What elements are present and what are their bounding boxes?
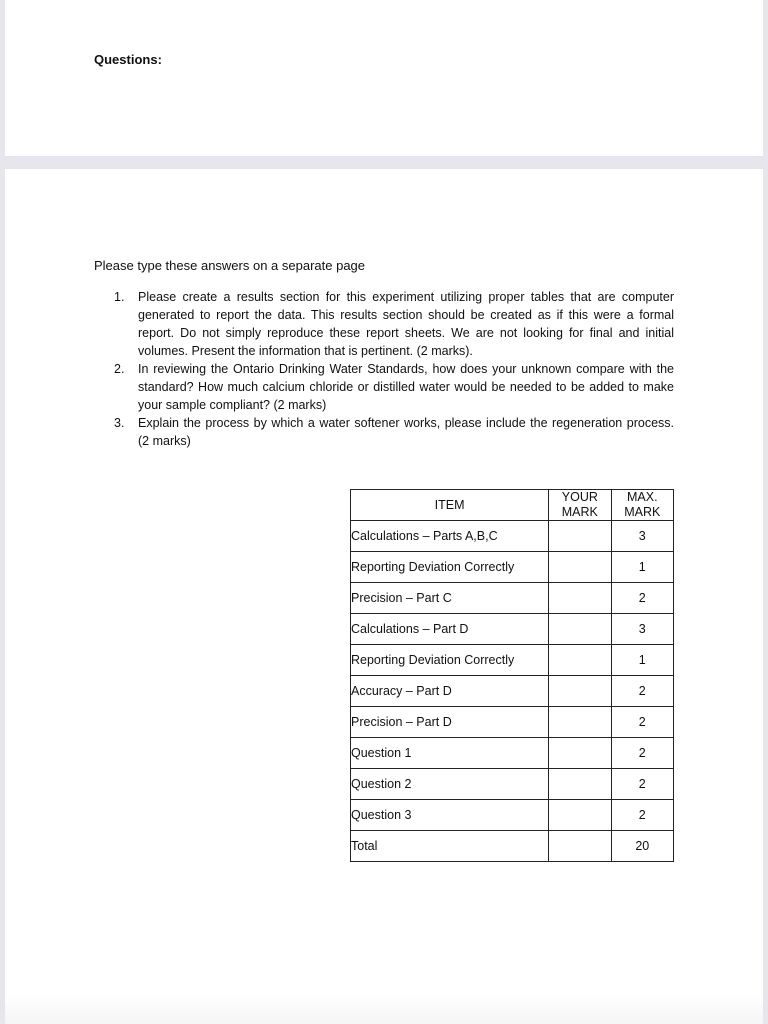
- max-mark-cell: 2: [611, 769, 673, 800]
- header-item: ITEM: [351, 490, 549, 521]
- max-mark-cell: 1: [611, 645, 673, 676]
- question-number: 1.: [114, 290, 125, 304]
- max-mark-cell: 2: [611, 583, 673, 614]
- table-row: [351, 583, 674, 614]
- max-mark-cell: 2: [611, 738, 673, 769]
- table-row: [351, 707, 674, 738]
- your-mark-cell: [549, 583, 611, 614]
- your-mark-cell: [549, 614, 611, 645]
- max-mark-cell: 2: [611, 707, 673, 738]
- your-mark-cell: [549, 769, 611, 800]
- row-item: Precision – Part D: [351, 707, 549, 738]
- row-item: Reporting Deviation Correctly: [351, 552, 549, 583]
- header-max-mark-line2: MARK: [624, 505, 661, 519]
- header-your-mark: [549, 490, 611, 521]
- page-shadow: [5, 994, 763, 1024]
- max-mark-cell: 1: [611, 552, 673, 583]
- bottom-page: [5, 169, 763, 1024]
- your-mark-cell: [549, 521, 611, 552]
- table-row: [351, 676, 674, 707]
- your-mark-cell: [549, 645, 611, 676]
- question-item: [114, 414, 674, 450]
- table-row: [351, 800, 674, 831]
- max-mark-cell: 2: [611, 676, 673, 707]
- row-item: Question 2: [351, 769, 549, 800]
- marks-table: [350, 489, 674, 862]
- row-item: Question 1: [351, 738, 549, 769]
- table-row-total: [351, 831, 674, 862]
- max-mark-cell: 3: [611, 521, 673, 552]
- row-item: Precision – Part C: [351, 583, 549, 614]
- row-item: Total: [351, 831, 549, 862]
- questions-heading: Questions:: [94, 52, 162, 67]
- row-item: Reporting Deviation Correctly: [351, 645, 549, 676]
- table-row: [351, 769, 674, 800]
- your-mark-cell: [549, 707, 611, 738]
- row-item: Calculations – Part D: [351, 614, 549, 645]
- question-text: In reviewing the Ontario Drinking Water Standards, how does your unknown compare with the standard? How much calcium chloride or distilled water would be needed to be added to make your sample compliant? (2 marks): [138, 362, 674, 412]
- table-header-row: [351, 490, 674, 521]
- row-item: Calculations – Parts A,B,C: [351, 521, 549, 552]
- header-your-mark-line1: YOUR: [561, 490, 598, 504]
- question-item: [114, 288, 674, 360]
- table-row: [351, 614, 674, 645]
- row-item: Question 3: [351, 800, 549, 831]
- row-item: Accuracy – Part D: [351, 676, 549, 707]
- table-row: [351, 738, 674, 769]
- header-max-mark-line1: MAX.: [626, 490, 658, 504]
- question-number: 3.: [114, 416, 125, 430]
- table-row: [351, 521, 674, 552]
- your-mark-cell: [549, 738, 611, 769]
- your-mark-cell: [549, 800, 611, 831]
- max-mark-cell: 2: [611, 800, 673, 831]
- max-mark-cell: 3: [611, 614, 673, 645]
- your-mark-cell: [549, 552, 611, 583]
- table-row: [351, 552, 674, 583]
- question-number: 2.: [114, 362, 125, 376]
- your-mark-cell: [549, 831, 611, 862]
- max-mark-cell: 20: [611, 831, 673, 862]
- table-row: [351, 645, 674, 676]
- top-page: [5, 0, 763, 156]
- header-max-mark: [611, 490, 673, 521]
- question-text: Please create a results section for this experiment utilizing proper tables that are computer generated to report the data. This results section should be created as if this were a formal report. Do not simply reproduce these report sheets. We are not looking for final and initial volumes. Present the information that is pertinent. (2 marks).: [138, 290, 674, 358]
- question-text: Explain the process by which a water softener works, please include the regeneration process. (2 marks): [138, 416, 674, 448]
- question-item: [114, 360, 674, 414]
- question-list: [114, 288, 674, 450]
- intro-instruction: Please type these answers on a separate page: [94, 258, 366, 273]
- header-your-mark-line2: MARK: [561, 505, 598, 519]
- your-mark-cell: [549, 676, 611, 707]
